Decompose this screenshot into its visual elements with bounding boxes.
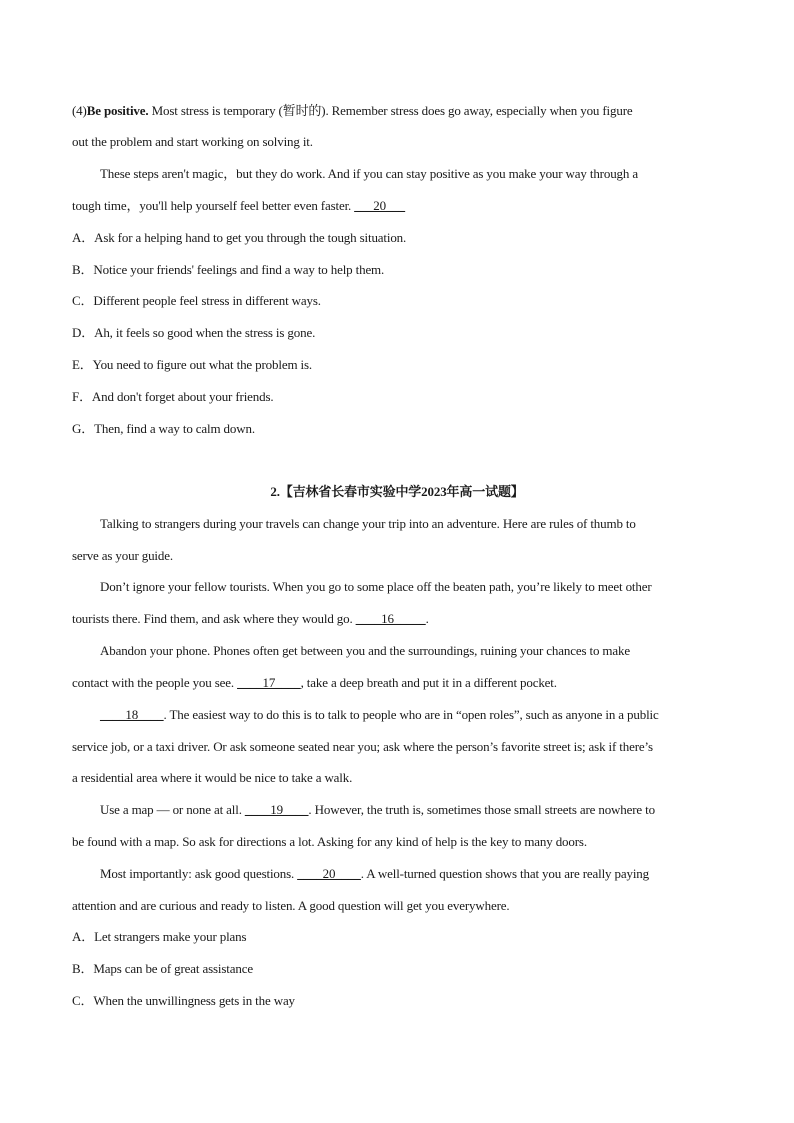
item-4-line-1	[72, 103, 732, 119]
item-4-text: Most stress is temporary (暂时的). Remember stress does go away, especially when you figure	[148, 103, 633, 118]
paragraph-6-line-2: attention and are curious and ready to listen. A good question will get you everywhere.	[72, 898, 510, 913]
section-heading: 2.【吉林省长春市实验中学2023年高一试题】	[270, 484, 524, 499]
paragraph-1-line-1: Talking to strangers during your travels can change your trip into an adventure. Here are rules of thumb to	[100, 516, 636, 531]
paragraph-1-line-2: serve as your guide.	[72, 548, 173, 563]
closing-paragraph-line-2: tough time，you'll help yourself feel better even faster. ___20___	[72, 198, 406, 213]
paragraph-4-line-2: service job, or a taxi driver. Or ask someone seated near you; ask where the person’s favorite street is; ask if there’s	[72, 739, 653, 754]
blank-20-part2: ____20____	[297, 866, 361, 881]
item-4-number: (4)	[72, 103, 87, 118]
option-c: C．Different people feel stress in different ways.	[72, 293, 321, 308]
paragraph-3-line-1: Abandon your phone. Phones often get between you and the surroundings, ruining your chances to make	[100, 643, 630, 658]
paragraph-5-line-2: be found with a map. So ask for directions a lot. Asking for any kind of help is the key to many doors.	[72, 834, 587, 849]
part2-option-a: A．Let strangers make your plans	[72, 929, 247, 944]
item-4-title: Be positive.	[86, 103, 149, 118]
paragraph-2-line-1: Don’t ignore your fellow tourists. When you go to some place off the beaten path, you’re likely to meet other	[100, 579, 652, 594]
blank-19: ____19____	[244, 802, 309, 817]
paragraph-4-line-3: a residential area where it would be nice to take a walk.	[72, 770, 353, 785]
option-a: A．Ask for a helping hand to get you through the tough situation.	[72, 230, 407, 245]
blank-20: ___20___	[354, 198, 406, 213]
option-g: G．Then, find a way to calm down.	[72, 421, 255, 436]
paragraph-6-line-1: Most importantly: ask good questions. ____20____. A well-turned question shows that you are really paying	[100, 866, 649, 881]
blank-18: ____18____	[100, 707, 164, 722]
option-d: D．Ah, it feels so good when the stress is gone.	[72, 325, 316, 340]
option-f: F．And don't forget about your friends.	[72, 389, 274, 404]
option-e: E．You need to figure out what the problem is.	[72, 357, 312, 372]
paragraph-4-line-1: ____18____. The easiest way to do this is to talk to people who are in “open roles”, such as anyone in a public	[100, 707, 659, 722]
paragraph-5-line-1: Use a map — or none at all. ____19____. However, the truth is, sometimes those small streets are nowhere to	[100, 802, 655, 817]
paragraph-3-line-2: contact with the people you see. ____17____, take a deep breath and put it in a different pocket.	[72, 675, 557, 690]
paragraph-2-line-2: tourists there. Find them, and ask where they would go. ____16_____.	[72, 611, 429, 626]
part2-option-b: B．Maps can be of great assistance	[72, 961, 253, 976]
item-4-line-2: out the problem and start working on solving it.	[72, 134, 313, 149]
blank-17: ____17____	[237, 675, 301, 690]
closing-paragraph-line-1: These steps aren't magic，but they do work. And if you can stay positive as you make your way through a	[100, 166, 638, 181]
blank-16: ____16_____	[355, 611, 426, 626]
part2-option-c: C．When the unwillingness gets in the way	[72, 993, 295, 1008]
option-b: B．Notice your friends' feelings and find a way to help them.	[72, 262, 385, 277]
